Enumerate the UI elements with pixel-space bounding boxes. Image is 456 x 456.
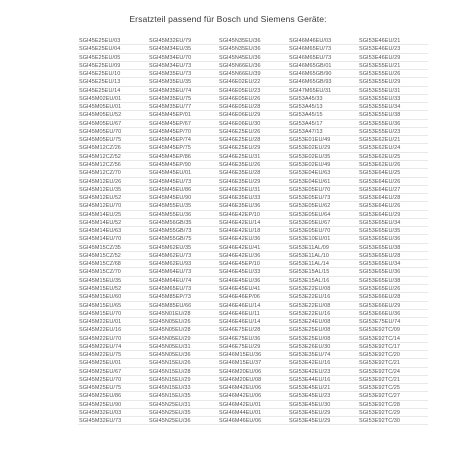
part-number-cell: SGI47M65EU/31 bbox=[288, 87, 358, 95]
part-number-cell: SGI53E46EU/29 bbox=[358, 54, 428, 62]
part-number-cell: SGI53E92TC/25 bbox=[358, 384, 428, 392]
part-number-cell: SGI53E65EU/38 bbox=[358, 277, 428, 285]
part-number-cell: SGI53E92TC/21 bbox=[358, 376, 428, 384]
part-number-cell: SGI53E65EU/26 bbox=[358, 285, 428, 293]
part-number-cell: SGI53E64EU/29 bbox=[358, 211, 428, 219]
part-number-cell: SGI45M35EU/74 bbox=[148, 87, 218, 95]
part-number-cell: SGI45M45EP/70 bbox=[148, 128, 218, 136]
part-number-cell: SGI46M44EU/01 bbox=[218, 409, 288, 417]
part-number-cell: SGI53E65EU/28 bbox=[358, 252, 428, 260]
part-number-cell: SGI45M55EU/35 bbox=[148, 202, 218, 210]
part-number-cell: SGI45M32EU/73 bbox=[78, 417, 148, 425]
part-number-cell: SGI46E45EU/33 bbox=[218, 268, 288, 276]
part-number-cell: SGI53E02EU/29 bbox=[288, 144, 358, 152]
part-number-cell: SGI45M14EU/70 bbox=[78, 235, 148, 243]
part-number-cell: SGI45N15EU/35 bbox=[148, 392, 218, 400]
part-number-cell: SGI46E42EU/14 bbox=[218, 219, 288, 227]
part-number-cell: SGI53E92TC/30 bbox=[358, 417, 428, 425]
part-number-cell: SGI45M25EU/75 bbox=[78, 384, 148, 392]
part-number-cell: SGI45M02EU/01 bbox=[78, 95, 148, 103]
part-number-cell: SGI53E66EU/29 bbox=[358, 302, 428, 310]
part-number-cell: SGI45M45EU/01 bbox=[148, 169, 218, 177]
part-number-cell: SGI46E35EU/33 bbox=[218, 194, 288, 202]
part-number-cell: SGI46E46EU/14 bbox=[218, 318, 288, 326]
part-number-cell: SGI45M25EU/90 bbox=[78, 401, 148, 409]
part-number-cell: SGI46E35EU/36 bbox=[218, 202, 288, 210]
part-number-cell: SGI53E62EU/21 bbox=[358, 136, 428, 144]
part-number-cell: SGI53E42EU/23 bbox=[288, 368, 358, 376]
part-number-cell: SGI53E15AL/15 bbox=[288, 268, 358, 276]
part-number-cell: SGI53E05EU/73 bbox=[288, 194, 358, 202]
part-number-cell: SGI45E25EU/05 bbox=[78, 54, 148, 62]
part-number-cell: SGI46M20EU/06 bbox=[218, 368, 288, 376]
part-number-cell: SGI45M45EP/74 bbox=[148, 136, 218, 144]
part-number-cell: SGI53E45EU/29 bbox=[288, 409, 358, 417]
part-number-cell: SGI53A45/13 bbox=[288, 103, 358, 111]
part-number-cell: SGI53E55EU/36 bbox=[358, 120, 428, 128]
part-number-cell: SGI53E25EU/08 bbox=[288, 326, 358, 334]
part-number-cell: SGI45M64EU/73 bbox=[148, 268, 218, 276]
part-number-cell: SGI46E42EU/36 bbox=[218, 252, 288, 260]
part-number-cell: SGI45M62EU/93 bbox=[148, 260, 218, 268]
part-number-cell: SGI46E35EU/29 bbox=[218, 178, 288, 186]
part-number-cell: SGI46E42EU/18 bbox=[218, 227, 288, 235]
part-number-cell: SGI53E22EU/16 bbox=[288, 293, 358, 301]
part-number-cell: SGI46E25EU/31 bbox=[218, 153, 288, 161]
part-number-cell: SGI46M42EU/06 bbox=[218, 384, 288, 392]
part-number-cell: SGI45M22EU/70 bbox=[78, 335, 148, 343]
part-number-cell: SGI46M46EU/03 bbox=[288, 37, 358, 45]
part-number-cell: SGI53E02EU/35 bbox=[288, 153, 358, 161]
part-number-cell: SGI45M12EU/70 bbox=[78, 202, 148, 210]
part-number-cell: SGI45M12CZ/52 bbox=[78, 153, 148, 161]
part-number-cell: SGI53E46EU/23 bbox=[358, 45, 428, 53]
part-number-cell: SGI45M05EU/52 bbox=[78, 111, 148, 119]
part-number-cell: SGI53E22EU/08 bbox=[288, 302, 358, 310]
part-number-cell: SGI45M32EU/03 bbox=[78, 409, 148, 417]
part-number-cell: SGI45M62EU/73 bbox=[148, 252, 218, 260]
part-number-cell: SGI53E25EU/08 bbox=[288, 335, 358, 343]
part-number-cell: SGI45N15EU/29 bbox=[148, 376, 218, 384]
part-number-cell: SGI53E92TC/14 bbox=[358, 335, 428, 343]
part-number-cell: SGI53E55EU/33 bbox=[358, 95, 428, 103]
part-number-cell: SGI45N05EU/31 bbox=[148, 343, 218, 351]
part-number-cell: SGI46M46EU/06 bbox=[218, 417, 288, 425]
part-number-cell: SGI46M65EU/73 bbox=[288, 54, 358, 62]
part-number-cell: SGI53E64EU/26 bbox=[358, 202, 428, 210]
part-number-cell: SGI45N15EU/26 bbox=[148, 359, 218, 367]
part-number-cell: SGI45N15EU/28 bbox=[148, 368, 218, 376]
part-number-cell: SGI53E46EU/21 bbox=[358, 37, 428, 45]
part-number-cell: SGI45M15EU/70 bbox=[78, 310, 148, 318]
part-number-cell: SGI45M14EU/25 bbox=[78, 211, 148, 219]
part-number-cell: SGI53E55EU/23 bbox=[358, 128, 428, 136]
part-number-cell: SGI45M45EP/90 bbox=[148, 161, 218, 169]
part-number-cell: SGI45M12EU/52 bbox=[78, 194, 148, 202]
part-number-cell: SGI45M62EU/35 bbox=[148, 244, 218, 252]
part-number-cell: SGI53E04EU/63 bbox=[288, 169, 358, 177]
part-number-cell: SGI53A47/13 bbox=[288, 128, 358, 136]
part-number-cell: SGI45M25EU/86 bbox=[78, 392, 148, 400]
part-number-cell: SGI45M05EU/75 bbox=[78, 136, 148, 144]
part-number-cell: SGI53E22EU/16 bbox=[288, 310, 358, 318]
part-number-cell: SGI45M65EU/73 bbox=[148, 285, 218, 293]
part-number-cell: SGI46E35EU/28 bbox=[218, 169, 288, 177]
part-number-cell: SGI53E35EU/74 bbox=[288, 351, 358, 359]
part-number-cell: SGI45M15EU/52 bbox=[78, 285, 148, 293]
part-number-cell: SGI53E62EU/26 bbox=[358, 161, 428, 169]
part-number-cell: SGI45M14EU/63 bbox=[78, 227, 148, 235]
part-number-cell: SGI53E10EU/01 bbox=[288, 235, 358, 243]
part-number-cell: SGI45N45EU/36 bbox=[218, 54, 288, 62]
part-number-cell: SGI53E05EU/62 bbox=[288, 202, 358, 210]
part-number-cell: SGI53E62EU/24 bbox=[358, 144, 428, 152]
part-number-cell: SGI53E11AL/14 bbox=[288, 260, 358, 268]
part-number-cell: SGI45M34EU/73 bbox=[148, 62, 218, 70]
part-number-cell: SGI46E42EP/10 bbox=[218, 211, 288, 219]
part-number-cell: SGI45N15EU/33 bbox=[148, 384, 218, 392]
part-number-cell: SGI53E65EU/36 bbox=[358, 268, 428, 276]
part-number-cell: SGI45M15EU/65 bbox=[78, 302, 148, 310]
part-number-cell: SGI45M25EU/70 bbox=[78, 376, 148, 384]
part-number-cell: SGI45N66EU/36 bbox=[218, 62, 288, 70]
part-number-cell: SGI45E25EU/14 bbox=[78, 87, 148, 95]
part-number-cell: SGI53E64EU/28 bbox=[358, 194, 428, 202]
part-number-cell: SGI46M42EU/06 bbox=[218, 392, 288, 400]
part-number-cell: SGI46E35EU/26 bbox=[218, 161, 288, 169]
part-number-cell: SGI46E06EU/30 bbox=[218, 120, 288, 128]
part-number-cell: SGI45N25EU/35 bbox=[148, 409, 218, 417]
part-number-cell: SGI45N05EU/26 bbox=[148, 318, 218, 326]
part-number-cell: SGI46E05EU/28 bbox=[218, 103, 288, 111]
part-number-cell: SGI45N35EU/36 bbox=[218, 37, 288, 45]
part-number-cell: SGI45M85EP/73 bbox=[148, 293, 218, 301]
part-number-cell: SGI45M15CZ/52 bbox=[78, 252, 148, 260]
part-number-cell: SGI45M35EU/73 bbox=[148, 70, 218, 78]
part-number-cell: SGI45M12CZ/70 bbox=[78, 169, 148, 177]
part-number-cell: SGI45M35EU/75 bbox=[148, 95, 218, 103]
part-number-cell: SGI53E64EU/27 bbox=[358, 186, 428, 194]
part-number-cell: SGI46E05EU/23 bbox=[218, 87, 288, 95]
part-number-cell: SGI45M45EP/01 bbox=[148, 111, 218, 119]
part-number-cell: SGI53E05EU/67 bbox=[288, 219, 358, 227]
part-number-cell: SGI53E66EU/28 bbox=[358, 293, 428, 301]
part-number-cell: SGI46E46EU/11 bbox=[218, 310, 288, 318]
part-number-cell: SGI45E25EU/04 bbox=[78, 45, 148, 53]
part-number-cell: SGI45M45EU/90 bbox=[148, 194, 218, 202]
part-number-cell: SGI53E55EU/38 bbox=[358, 111, 428, 119]
part-number-cell: SGI45M32EU/79 bbox=[148, 37, 218, 45]
parts-table bbox=[78, 37, 428, 425]
part-number-cell: SGI46M65GB/90 bbox=[288, 70, 358, 78]
part-number-cell: SGI45N25EU/36 bbox=[148, 417, 218, 425]
part-number-cell: SGI45E25EU/13 bbox=[78, 78, 148, 86]
part-number-cell: SGI45M64EU/74 bbox=[148, 277, 218, 285]
part-number-cell: SGI45M05EU/67 bbox=[78, 120, 148, 128]
part-number-cell: SGI46M15EU/37 bbox=[218, 359, 288, 367]
part-number-cell: SGI45M14EU/52 bbox=[78, 219, 148, 227]
part-number-cell: SGI45M22EU/74 bbox=[78, 343, 148, 351]
part-number-cell: SGI45M22EU/16 bbox=[78, 326, 148, 334]
part-number-cell: SGI53E44EU/16 bbox=[288, 376, 358, 384]
part-number-cell: SGI53E92TC/29 bbox=[358, 409, 428, 417]
part-number-cell: SGI46E25EU/26 bbox=[218, 128, 288, 136]
part-number-cell: SGI53E05EU/70 bbox=[288, 186, 358, 194]
part-number-cell: SGI45E25EU/03 bbox=[78, 37, 148, 45]
part-number-cell: SGI45M56GB/35 bbox=[148, 219, 218, 227]
part-number-cell: SGI46E25EU/28 bbox=[218, 136, 288, 144]
part-number-cell: SGI53E45EU/30 bbox=[288, 401, 358, 409]
part-number-cell: SGI45M22EU/01 bbox=[78, 318, 148, 326]
part-number-cell: SGI45M22EU/75 bbox=[78, 351, 148, 359]
part-number-cell: SGI53E02EU/49 bbox=[288, 161, 358, 169]
part-number-cell: SGI53E64EU/26 bbox=[358, 178, 428, 186]
part-number-cell: SGI46E46EU/14 bbox=[218, 302, 288, 310]
part-number-cell: SGI45M15CZ/70 bbox=[78, 268, 148, 276]
part-number-cell: SGI46E75EU/28 bbox=[218, 326, 288, 334]
part-number-cell: SGI45M12EU/35 bbox=[78, 186, 148, 194]
part-number-cell: SGI45N05EU/29 bbox=[148, 335, 218, 343]
part-number-cell: SGI53E62EU/25 bbox=[358, 153, 428, 161]
part-number-cell: SGI45N35EU/36 bbox=[218, 45, 288, 53]
part-number-cell: SGI53E65EU/36 bbox=[358, 235, 428, 243]
page-title: Ersatzteil passend für Bosch und Siemens Geräte: bbox=[129, 14, 327, 24]
part-number-cell: SGI53E01EU/49 bbox=[288, 136, 358, 144]
part-number-cell: SGI45M55GB/75 bbox=[148, 235, 218, 243]
part-number-cell: SGI46M65EU/73 bbox=[288, 45, 358, 53]
part-number-cell: SGI45M45EP/86 bbox=[148, 153, 218, 161]
part-number-cell: SGI46E45EU/41 bbox=[218, 285, 288, 293]
part-number-cell: SGI53E92TC/28 bbox=[358, 401, 428, 409]
part-number-cell: SGI46E02EU/22 bbox=[218, 78, 288, 86]
part-number-cell: SGI46E25EU/29 bbox=[218, 144, 288, 152]
part-number-cell: SGI53A45/15 bbox=[288, 111, 358, 119]
part-number-cell: SGI45N05EU/28 bbox=[148, 326, 218, 334]
part-number-cell: SGI53E26EU/30 bbox=[288, 343, 358, 351]
part-number-cell: SGI53E92TC/27 bbox=[358, 392, 428, 400]
part-number-cell: SGI45M25EU/67 bbox=[78, 368, 148, 376]
part-number-cell: SGI53E15AL/16 bbox=[288, 277, 358, 285]
part-number-cell: SGI45M35EU/35 bbox=[148, 78, 218, 86]
part-number-cell: SGI45M15EU/35 bbox=[78, 277, 148, 285]
part-number-cell: SGI45M34EU/35 bbox=[148, 45, 218, 53]
part-number-cell: SGI53E55EU/34 bbox=[358, 103, 428, 111]
part-number-cell: SGI45M12CZ/26 bbox=[78, 144, 148, 152]
part-number-cell: SGI46E35EU/31 bbox=[218, 186, 288, 194]
part-number-cell: SGI53E22EU/08 bbox=[288, 285, 358, 293]
part-number-cell: SGI53E92TC/24 bbox=[358, 368, 428, 376]
part-number-cell: SGI53E55EU/21 bbox=[358, 62, 428, 70]
part-number-cell: SGI53E45EU/23 bbox=[288, 392, 358, 400]
part-number-cell: SGI53E45EU/21 bbox=[288, 384, 358, 392]
part-number-cell: SGI46M65GB/93 bbox=[288, 78, 358, 86]
part-number-cell: SGI53E92TC/09 bbox=[358, 326, 428, 334]
part-number-cell: SGI53E64EU/25 bbox=[358, 169, 428, 177]
part-number-cell: SGI53E65EU/35 bbox=[358, 227, 428, 235]
part-number-cell: SGI53A45/17 bbox=[288, 120, 358, 128]
part-number-cell: SGI53E92TC/21 bbox=[358, 359, 428, 367]
part-number-cell: SGI45M55EU/36 bbox=[148, 211, 218, 219]
part-number-cell: SGI46E06EU/29 bbox=[218, 111, 288, 119]
part-number-cell: SGI46E46EP/06 bbox=[218, 293, 288, 301]
part-number-cell: SGI45M15CZ/35 bbox=[78, 244, 148, 252]
part-number-cell: SGI53E66EU/36 bbox=[358, 310, 428, 318]
part-number-cell: SGI45E25EU/10 bbox=[78, 70, 148, 78]
part-number-cell: SGI45M45EP/67 bbox=[148, 120, 218, 128]
part-number-cell: SGI45M15CZ/68 bbox=[78, 260, 148, 268]
part-number-cell: SGI53E05EU/70 bbox=[288, 227, 358, 235]
part-number-cell: SGI53E65EU/34 bbox=[358, 219, 428, 227]
part-number-cell: SGI45N66EU/39 bbox=[218, 70, 288, 78]
part-number-cell: SGI46E05EU/26 bbox=[218, 95, 288, 103]
part-number-cell: SGI46E45EP/10 bbox=[218, 260, 288, 268]
part-number-cell: SGI53E05EU/64 bbox=[288, 211, 358, 219]
part-number-cell: SGI53E55EU/31 bbox=[358, 87, 428, 95]
part-number-cell: SGI53E45EU/29 bbox=[288, 417, 358, 425]
part-number-cell: SGI45M25EU/01 bbox=[78, 359, 148, 367]
part-number-cell: SGI45N01EU/28 bbox=[148, 310, 218, 318]
part-number-cell: SGI46E42EU/41 bbox=[218, 244, 288, 252]
part-number-cell: SGI46E45EU/36 bbox=[218, 277, 288, 285]
part-number-cell: SGI46M65GB/01 bbox=[288, 62, 358, 70]
part-number-cell: SGI45M85EU/66 bbox=[148, 302, 218, 310]
part-number-cell: SGI46E75EU/29 bbox=[218, 343, 288, 351]
part-number-cell: SGI53E55EU/29 bbox=[358, 78, 428, 86]
part-number-cell: SGI45M35EU/77 bbox=[148, 103, 218, 111]
part-number-cell: SGI46E42EU/36 bbox=[218, 235, 288, 243]
part-number-cell: SGI45E25EU/09 bbox=[78, 62, 148, 70]
part-number-cell: SGI45N25EU/31 bbox=[148, 401, 218, 409]
part-number-cell: SGI45M45EP/75 bbox=[148, 144, 218, 152]
part-number-cell: SGI45M12CZ/56 bbox=[78, 161, 148, 169]
part-number-cell: SGI45M34EU/70 bbox=[148, 54, 218, 62]
part-number-cell: SGI45M55GB/73 bbox=[148, 227, 218, 235]
part-number-cell: SGI45N05EU/36 bbox=[148, 351, 218, 359]
part-number-cell: SGI53E92TC/20 bbox=[358, 351, 428, 359]
part-number-cell: SGI53E04EU/61 bbox=[288, 178, 358, 186]
part-number-cell: SGI45M45EU/86 bbox=[148, 186, 218, 194]
part-number-cell: SGI45M05EU/01 bbox=[78, 103, 148, 111]
part-number-cell: SGI53E75EU/74 bbox=[358, 318, 428, 326]
part-number-cell: SGI53E11AL/10 bbox=[288, 252, 358, 260]
part-number-cell: SGI53A45/33 bbox=[288, 95, 358, 103]
part-number-cell: SGI45M45EU/73 bbox=[148, 178, 218, 186]
part-number-cell: SGI46M20EU/08 bbox=[218, 376, 288, 384]
part-number-cell: SGI45M12EU/26 bbox=[78, 178, 148, 186]
part-number-cell: SGI53E65EU/34 bbox=[358, 260, 428, 268]
part-number-cell: SGI46M15EU/36 bbox=[218, 351, 288, 359]
part-number-cell: SGI53E24EU/08 bbox=[288, 318, 358, 326]
part-number-cell: SGI46E75EU/36 bbox=[218, 335, 288, 343]
part-number-cell: SGI45M05EU/70 bbox=[78, 128, 148, 136]
part-number-cell: SGI53E55EU/26 bbox=[358, 70, 428, 78]
part-number-cell: SGI53E11AL/09 bbox=[288, 244, 358, 252]
part-number-cell: SGI53E92TC/17 bbox=[358, 343, 428, 351]
part-number-cell: SGI46M42EU/01 bbox=[218, 401, 288, 409]
part-number-cell: SGI53E42EU/16 bbox=[288, 359, 358, 367]
part-number-cell: SGI45M15EU/60 bbox=[78, 293, 148, 301]
part-number-cell: SGI53E65EU/38 bbox=[358, 244, 428, 252]
